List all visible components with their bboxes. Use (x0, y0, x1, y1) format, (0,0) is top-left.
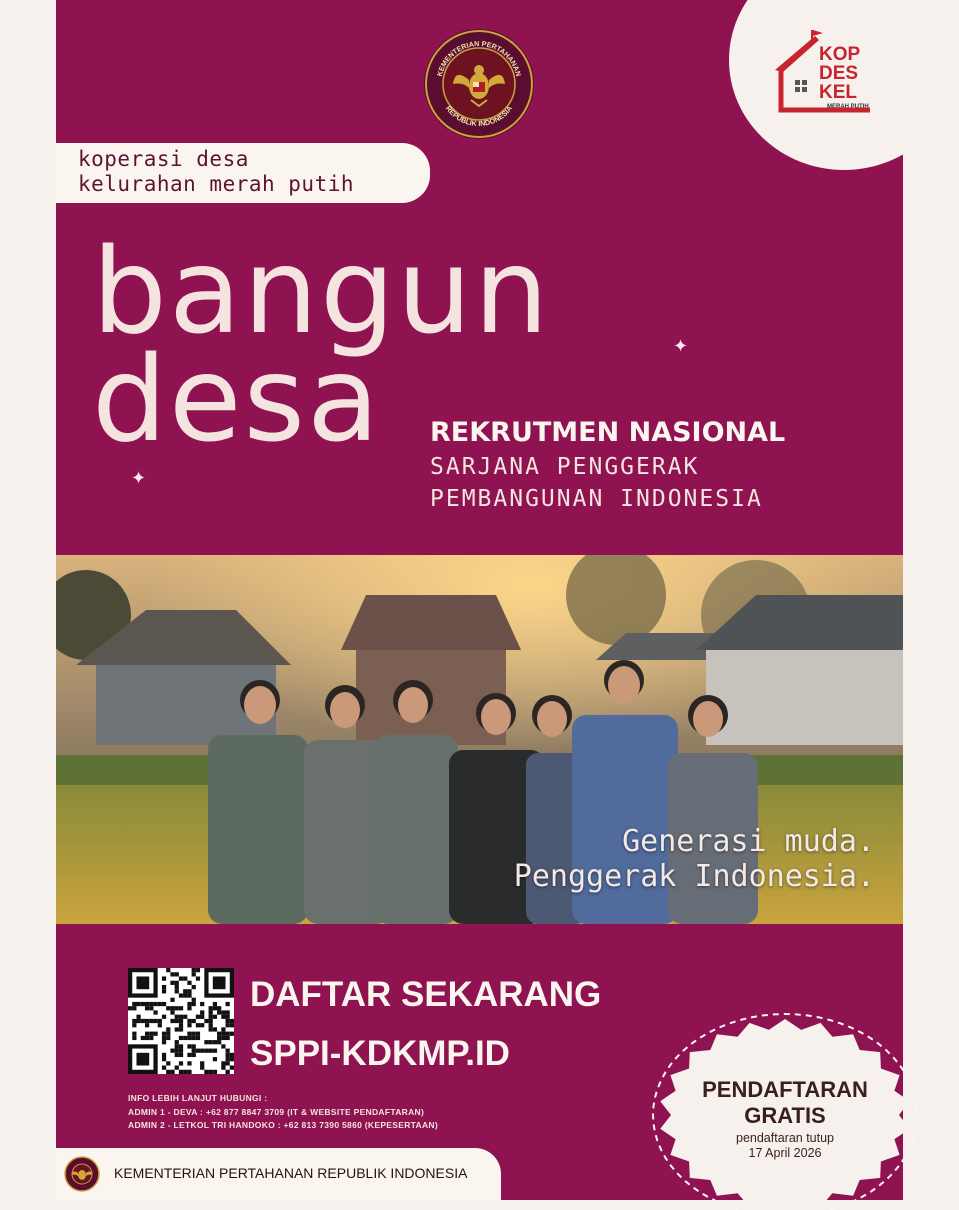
left-margin (0, 0, 56, 1200)
recruitment-subtitle-2: PEMBANGUNAN INDONESIA (430, 486, 763, 512)
contact-admin-2: ADMIN 2 - LETKOL TRI HANDOKO : +62 813 7390 5860 (KEPESERTAAN) (128, 1120, 438, 1130)
badge-deadline-date: 17 April 2026 (748, 1146, 822, 1160)
seal-top-text: KEMENTERIAN PERTAHANAN (434, 38, 524, 78)
free-registration-badge (650, 1010, 920, 1210)
logo-text-line2: DES (819, 63, 859, 84)
kopdeskel-logo (775, 28, 875, 118)
website-link[interactable]: SPPI-KDKMP.ID (250, 1034, 510, 1073)
badge-title-line-2: GRATIS (744, 1103, 826, 1128)
pill-line-1: koperasi desa (78, 147, 249, 171)
recruitment-subtitle-1: SARJANA PENGGERAK (430, 454, 700, 480)
ministry-seal-small-icon (64, 1156, 100, 1192)
footer-bar (56, 1148, 501, 1200)
badge-deadline-label: pendaftaran tutup (736, 1131, 834, 1145)
seal-bottom-text: REPUBLIK INDONESIA (443, 103, 515, 129)
footer-ministry-name: KEMENTERIAN PERTAHANAN REPUBLIK INDONESIA (114, 1165, 468, 1181)
program-pill (56, 143, 430, 203)
qr-code[interactable] (128, 968, 234, 1074)
sparkle-icon: ✦ (673, 336, 689, 357)
photo-caption-line-2: Penggerak Indonesia. (513, 859, 875, 894)
logo-text-line3: KEL (819, 82, 857, 103)
logo-tagline: MERAH PUTIH (827, 104, 869, 110)
logo-text-line1: KOP (819, 44, 861, 65)
badge-title-line-1: PENDAFTARAN (702, 1077, 868, 1102)
recruitment-title: REKRUTMEN NASIONAL (430, 417, 786, 448)
sparkle-icon: ✦ (131, 468, 147, 489)
headline-line-2: desa (92, 330, 382, 468)
pill-line-2: kelurahan merah putih (78, 172, 355, 196)
register-now-label: DAFTAR SEKARANG (250, 975, 602, 1014)
photo-caption-line-1: Generasi muda. (622, 824, 875, 859)
headline-line-1: bangun (92, 222, 551, 360)
contact-admin-1: ADMIN 1 - DEVA : +62 877 8847 3709 (IT & WEBSITE PENDAFTARAN) (128, 1107, 425, 1117)
contact-heading: INFO LEBIH LANJUT HUBUNGI : (128, 1093, 268, 1103)
ministry-seal (423, 28, 535, 140)
